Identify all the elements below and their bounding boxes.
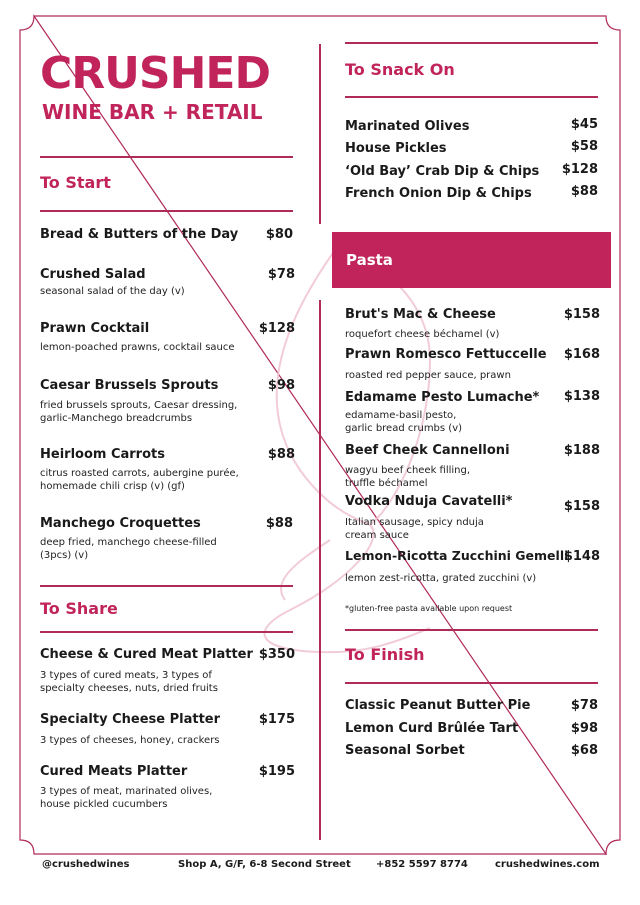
- menu-item-desc: lemon zest-ricotta, grated zucchini (v): [345, 573, 537, 584]
- pasta-header-band: [332, 232, 611, 288]
- menu-item-name: Heirloom Carrots: [40, 447, 165, 462]
- column-divider: [319, 300, 321, 840]
- menu-item-name: Edamame Pesto Lumache*: [345, 390, 540, 405]
- section-rule: [40, 631, 293, 633]
- menu-item-desc: fried brussels sprouts, Caesar dressing, garlic-Manchego breadcrumbs: [40, 400, 238, 424]
- menu-item-desc: 3 types of cheeses, honey, crackers: [40, 735, 220, 746]
- menu-item-price: $195: [258, 764, 295, 779]
- menu-item-price: $58: [570, 139, 598, 154]
- menu-item-price: $68: [570, 743, 598, 758]
- menu-item-price: $98: [267, 378, 295, 393]
- menu-item-desc: wagyu beef cheek filling, truffle béchamel: [345, 465, 471, 489]
- menu-item-name: Lemon-Ricotta Zucchini Gemelli: [345, 548, 569, 563]
- menu-item-name: Seasonal Sorbet: [345, 743, 465, 758]
- menu-item-price: $98: [570, 721, 598, 736]
- menu-item-name: ‘Old Bay’ Crab Dip & Chips: [345, 164, 540, 179]
- to-share-title: To Share: [40, 599, 118, 618]
- menu-item-name: Classic Peanut Butter Pie: [345, 698, 531, 713]
- section-rule: [40, 210, 293, 212]
- menu-item-price: $88: [267, 447, 295, 462]
- menu-item-name: Vodka Nduja Cavatelli*: [345, 494, 513, 509]
- menu-item-desc: citrus roasted carrots, aubergine purée, homemade chili crisp (v) (gf): [40, 468, 239, 492]
- section-rule: [345, 629, 598, 631]
- brand-logo: CRUSHED: [40, 48, 270, 99]
- menu-item-name: Brut's Mac & Cheese: [345, 307, 496, 322]
- menu-item-desc: deep fried, manchego cheese-filled (3pcs) (v): [40, 537, 217, 561]
- menu-item-price: $78: [267, 267, 295, 282]
- menu-item-name: Caesar Brussels Sprouts: [40, 378, 219, 393]
- menu-item-price: $350: [258, 647, 295, 662]
- menu-item-name: Beef Cheek Cannelloni: [345, 443, 510, 458]
- menu-item-price: $128: [258, 321, 295, 336]
- footer-instagram[interactable]: @crushedwines: [42, 859, 130, 870]
- section-rule: [40, 585, 293, 587]
- footer-website[interactable]: crushedwines.com: [495, 859, 600, 870]
- to-snack-on-title: To Snack On: [345, 60, 455, 79]
- menu-item-price: $45: [570, 117, 598, 132]
- menu-item-name: Specialty Cheese Platter: [40, 712, 221, 727]
- menu-item-desc: seasonal salad of the day (v): [40, 286, 185, 297]
- to-start-title: To Start: [40, 173, 111, 192]
- menu-item-name: French Onion Dip & Chips: [345, 186, 532, 201]
- menu-item-price: $128: [561, 162, 598, 177]
- menu-item-name: House Pickles: [345, 141, 447, 156]
- menu-item-price: $158: [563, 499, 600, 514]
- section-rule: [345, 42, 598, 44]
- menu-item-price: $188: [563, 443, 600, 458]
- menu-item-desc: roasted red pepper sauce, prawn: [345, 370, 511, 381]
- menu-item-desc: 3 types of meat, marinated olives, house pickled cucumbers: [40, 786, 213, 810]
- menu-item-name: Marinated Olives: [345, 119, 470, 134]
- menu-item-name: Prawn Cocktail: [40, 321, 150, 336]
- menu-item-name: Cheese & Cured Meat Platter: [40, 647, 253, 662]
- menu-item-price: $78: [570, 698, 598, 713]
- menu-item-desc: lemon-poached prawns, cocktail sauce: [40, 342, 235, 353]
- menu-item-name: Lemon Curd Brûlée Tart: [345, 721, 519, 736]
- menu-item-desc: 3 types of cured meats, 3 types of specialty cheeses, nuts, dried fruits: [40, 670, 218, 694]
- menu-item-price: $88: [570, 184, 598, 199]
- footer-phone[interactable]: +852 5597 8774: [376, 859, 468, 870]
- pasta-title: Pasta: [346, 251, 393, 269]
- section-rule: [345, 682, 598, 684]
- footer-address: Shop A, G/F, 6-8 Second Street: [178, 859, 351, 870]
- to-finish-title: To Finish: [345, 645, 425, 664]
- menu-item-desc: roquefort cheese béchamel (v): [345, 329, 500, 340]
- gluten-free-note: *gluten-free pasta available upon request: [345, 604, 513, 613]
- menu-item-price: $175: [258, 712, 295, 727]
- menu-item-price: $138: [563, 389, 600, 404]
- menu-item-price: $80: [265, 227, 293, 242]
- menu-item-desc: edamame-basil pesto, garlic bread crumbs (v): [345, 410, 463, 434]
- section-rule: [40, 156, 293, 158]
- menu-item-name: Prawn Romesco Fettuccelle: [345, 347, 547, 362]
- menu-item-name: Manchego Croquettes: [40, 516, 201, 531]
- menu-item-name: Bread & Butters of the Day: [40, 227, 239, 242]
- menu-item-price: $148: [563, 549, 600, 564]
- menu-item-price: $168: [563, 347, 600, 362]
- menu-item-name: Crushed Salad: [40, 267, 146, 282]
- menu-item-price: $88: [265, 516, 293, 531]
- brand-tagline: WINE BAR + RETAIL: [42, 100, 263, 124]
- menu-item-desc: Italian sausage, spicy nduja cream sauce: [345, 517, 484, 541]
- section-rule: [345, 96, 598, 98]
- menu-item-name: Cured Meats Platter: [40, 764, 188, 779]
- menu-item-price: $158: [563, 307, 600, 322]
- column-divider: [319, 44, 321, 224]
